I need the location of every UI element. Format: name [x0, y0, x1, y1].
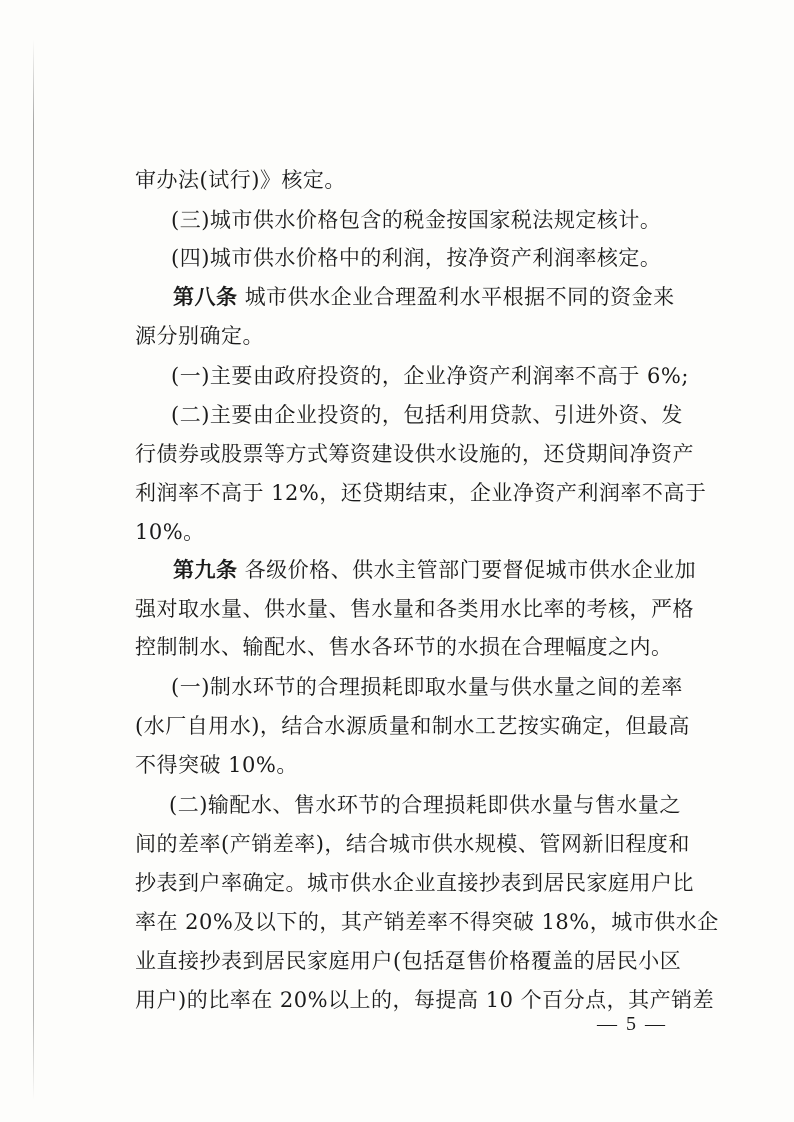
text-line: 审办法(试行)》核定。 — [135, 168, 346, 192]
text-line: (一)制水环节的合理损耗即取水量与供水量之间的差率 — [171, 675, 683, 699]
article-9-line — [173, 550, 696, 590]
text-line: 源分别确定。 — [135, 324, 264, 348]
text-line: 10%。 — [135, 520, 205, 544]
text-line: (二)主要由企业投资的，包括利用贷款、引进外资、发 — [171, 403, 683, 427]
text-line: (水厂自用水)，结合水源质量和制水工艺按实确定，但最高 — [135, 714, 690, 738]
text-line: 行债券或股票等方式筹资建设供水设施的，还贷期间净资产 — [135, 442, 694, 466]
article-8-line — [173, 277, 675, 317]
text-line: 强对取水量、供水量、售水量和各类用水比率的考核，严格 — [135, 597, 694, 621]
text-line: (三)城市供水价格包含的税金按国家税法规定核计。 — [171, 208, 662, 232]
article-heading: 第九条 — [173, 557, 238, 582]
text-line: 抄表到户率确定。城市供水企业直接抄表到居民家庭用户比 — [135, 871, 694, 895]
page-number: — 5 — — [597, 1013, 667, 1035]
text-line: 不得突破 10%。 — [135, 753, 298, 777]
text-line: 用户)的比率在 20%以上的，每提高 10 个百分点，其产销差 — [135, 988, 715, 1012]
article-heading: 第八条 — [173, 284, 238, 309]
text-line: 利润率不高于 12%，还贷期结束，企业净资产利润率不高于 — [135, 481, 707, 505]
article-text: 城市供水企业合理盈利水平根据不同的资金来 — [244, 285, 675, 309]
text-line: 率在 20%及以下的，其产销差率不得突破 18%，城市供水企 — [135, 910, 719, 934]
text-line: (四)城市供水价格中的利润，按净资产利润率核定。 — [171, 246, 662, 270]
text-line: 控制制水、输配水、售水各环节的水损在合理幅度之内。 — [135, 635, 673, 659]
text-line: (二)输配水、售水环节的合理损耗即供水量与售水量之 — [169, 793, 681, 817]
text-line: (一)主要由政府投资的，企业净资产利润率不高于 6%; — [171, 364, 689, 388]
text-line: 业直接抄表到居民家庭用户(包括趸售价格覆盖的居民小区 — [135, 949, 682, 973]
article-text: 各级价格、供水主管部门要督促城市供水企业加 — [244, 558, 697, 582]
text-line: 间的差率(产销差率)，结合城市供水规模、管网新旧程度和 — [135, 832, 690, 856]
scan-binding-edge — [33, 40, 34, 1100]
